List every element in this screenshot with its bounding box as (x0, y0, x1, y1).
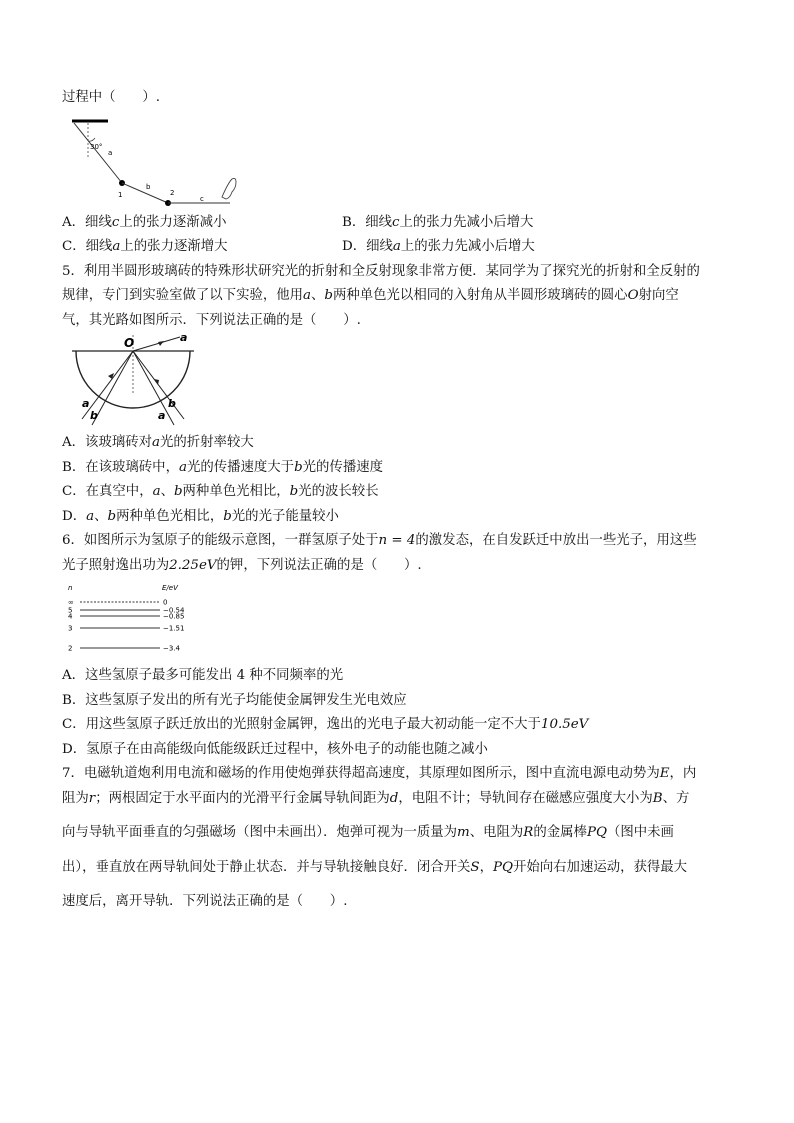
q4-stem-tail: 过程中（ ）. (62, 90, 160, 105)
level-E-label: −0.54 (163, 606, 185, 615)
q4-options-row1 (62, 211, 742, 236)
thread-a (74, 123, 122, 183)
q6-energy-level-svg (62, 578, 222, 664)
q4-pendulum-figure (62, 111, 742, 211)
q7-stem-line5: 速度后，离开导轨．下列说法正确的是（ ）. (62, 894, 348, 909)
hand-icon (222, 178, 236, 199)
level-n-label: 3 (68, 624, 73, 633)
label-a-out: a (180, 333, 188, 344)
angle-arc (88, 138, 95, 141)
ray-b-reflect (133, 351, 174, 425)
ray-a-out (133, 337, 180, 351)
label-a-right: a (158, 409, 166, 422)
thread-b (122, 183, 168, 203)
exam-page (62, 86, 742, 915)
label-b-right: b (168, 397, 176, 410)
q4-option-d[interactable]: D．细线a上的张力先减小后增大 (342, 239, 535, 254)
q6-option-b[interactable]: B．这些氢原子发出的所有光子均能使金属钾发生光电效应 (62, 692, 407, 708)
q4-option-a[interactable]: A．细线c上的张力逐渐减小 (62, 214, 227, 230)
level-n-label: 5 (68, 606, 73, 615)
q4-option-b[interactable]: B．细线c上的张力先减小后增大 (342, 214, 534, 230)
level-n-label: 4 (68, 612, 73, 621)
q5-stem-line3: 气，其光路如图所示．下列说法正确的是（ ）. (62, 312, 361, 328)
q6-stem-line2: 光子照射逸出功为2.25eV的钾，下列说法正确的是（ ）. (62, 557, 422, 573)
angle-label: 30° (90, 142, 103, 151)
level-n-label: 2 (68, 644, 73, 653)
arrow-out (158, 341, 164, 346)
label-c: c (200, 194, 204, 203)
q4-option-c[interactable]: C．细线a上的张力逐渐增大 (62, 239, 228, 254)
q6-option-a[interactable]: A．这些氢原子最多可能发出 4 种不同频率的光 (62, 668, 344, 683)
n-header: n (68, 584, 73, 592)
label-2: 2 (170, 188, 175, 197)
label-a: a (108, 148, 113, 157)
level-E-label: 0 (163, 598, 168, 607)
q5-option-b[interactable]: B．在该玻璃砖中，a光的传播速度大于b光的传播速度 (62, 459, 383, 475)
q6-option-d[interactable]: D．氢原子在由高能级向低能级跃迁过程中，核外电子的动能也随之减小 (62, 741, 488, 757)
q7-stem-line2: 阻为r；两根固定于水平面内的光滑平行金属导轨间距为d，电阻不计；导轨间存在磁感应强度大小为B、方 (62, 790, 690, 806)
level-E-label: −1.51 (163, 624, 185, 633)
level-E-label: −0.85 (163, 612, 185, 621)
q7-stem-line3: 向与导轨平面垂直的匀强磁场（图中未画出）．炮弹可视为一质量为m、电阻为R的金属棒PQ（图中未画 (62, 825, 674, 840)
q6-energy-level-diagram (62, 578, 742, 664)
q6-option-c[interactable]: C．用这些氢原子跃迁放出的光照射金属钾，逸出的光电子最大初动能一定不大于10.5eV (62, 717, 589, 732)
E-header: E/eV (162, 584, 178, 592)
q5-semicircle-figure (62, 333, 742, 431)
ray-b-in (92, 351, 133, 425)
q5-option-d[interactable]: D．a、b两种单色光相比，b光的光子能量较小 (62, 508, 339, 524)
q5-semicircle-svg (62, 333, 262, 431)
q7-stem-line1: 7．电磁轨道炮利用电流和磁场的作用使炮弹获得超高速度，其原理如图所示，图中直流电源电动势为E，内 (62, 766, 697, 781)
q5-option-a[interactable]: A．该玻璃砖对a光的折射率较大 (62, 435, 254, 450)
label-O: O (124, 336, 135, 350)
q7-stem-line4: 出），垂直放在两导轨间处于静止状态．并与导轨接触良好．闭合开关S，PQ开始向右加速运动，获得最大 (62, 859, 688, 875)
q4-pendulum-svg (62, 111, 262, 211)
q5-stem-line1: 5．利用半圆形玻璃砖的特殊形状研究光的折射和全反射现象非常方便．某同学为了探究光的折射和全反射的 (62, 263, 700, 279)
label-b: b (146, 182, 151, 191)
q5-option-c[interactable]: C．在真空中，a、b两种单色光相比，b光的波长较长 (62, 484, 379, 499)
level-n-label: ∞ (68, 598, 74, 607)
q5-stem-line2: 规律，专门到实验室做了以下实验，他用a、b两种单色光以相同的入射角从半圆形玻璃砖的圆心O射向空 (62, 288, 679, 303)
level-E-label: −3.4 (163, 644, 180, 653)
levels-group (68, 599, 185, 653)
q4-options-row2 (62, 235, 742, 260)
label-a-left: a (82, 397, 90, 410)
label-b-left: b (90, 409, 98, 422)
q6-stem-line1: 6．如图所示为氢原子的能级示意图，一群氢原子处于n = 4的激发态，在自发跃迁中放出一些光子，用这些 (62, 533, 697, 548)
label-1: 1 (118, 190, 123, 199)
